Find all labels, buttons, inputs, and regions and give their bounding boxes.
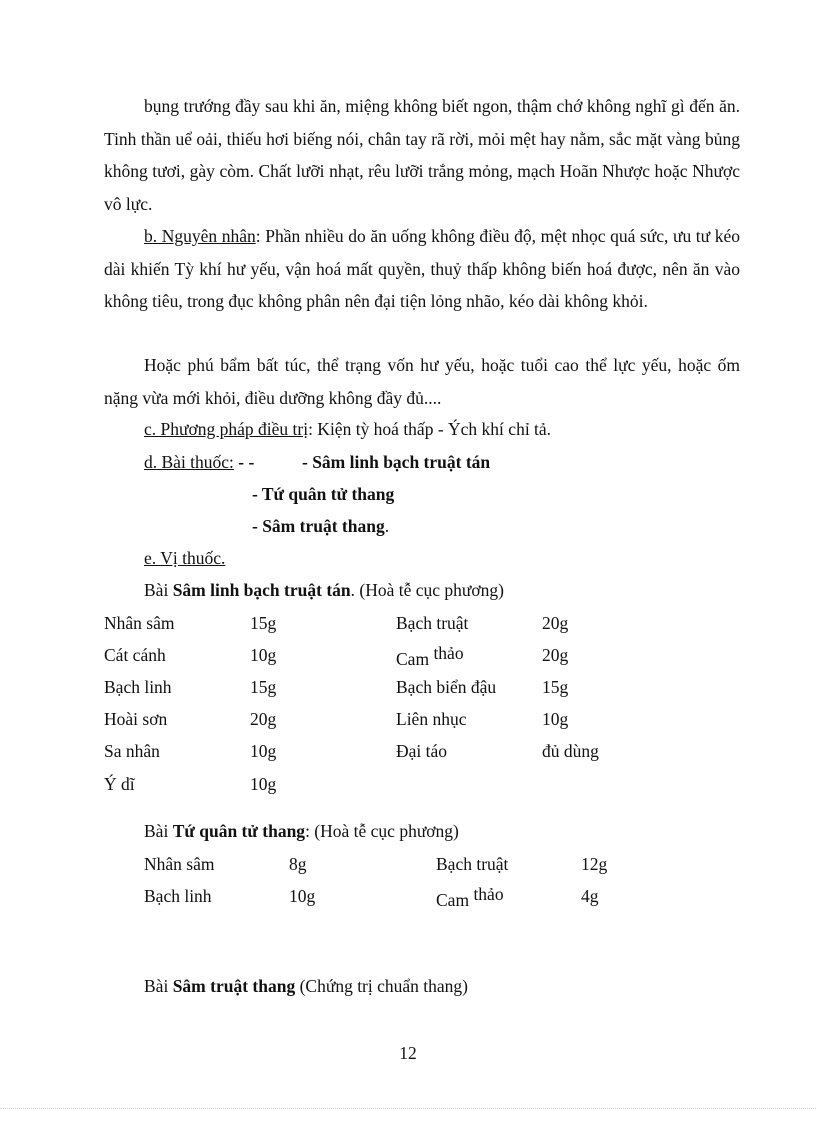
herb-dose: 10g <box>542 709 569 729</box>
herb-name <box>436 884 504 913</box>
remedy-item-3: - Sâm truật thang <box>252 516 385 536</box>
herb-name <box>396 643 464 672</box>
herb-dose: 15g <box>542 677 569 697</box>
herb-name: Nhân sâm <box>144 854 215 874</box>
paragraph-other-cause <box>104 349 740 414</box>
herb-name: Liên nhục <box>396 709 467 729</box>
formula3-name: Sâm truật thang <box>172 976 296 996</box>
remedy-item-2: - Tứ quân tử thang <box>252 484 395 504</box>
formula1-source: . (Hoà tễ cục phương) <box>350 580 504 600</box>
herb-dose: 15g <box>250 613 277 633</box>
remedy-item-1: - Sâm linh bạch truật tán <box>302 452 491 472</box>
herb-name: Đại táo <box>396 741 448 761</box>
ingredients-heading: e. Vị thuốc. <box>144 548 226 568</box>
herb-dose: 12g <box>581 854 608 874</box>
herb-dose: 8g <box>289 854 307 874</box>
cause-text: : Phần nhiều do ăn uống không điều độ, mệt nhọc quá sức, ưu tư kéo dài khiến Tỳ khí hư yếu, vận hoá mất quyền, thuỷ thấp không biến hoá được, nên ăn vào không tiêu, trong đục không phân nên đại tiện lỏng nhão, kéo dài không khỏi. <box>104 226 740 311</box>
remedy-item-3-line <box>252 513 389 539</box>
herb-dose: 10g <box>250 741 277 761</box>
remedies-dash: - - <box>233 452 255 472</box>
herb-name: Bạch biển đậu <box>396 677 497 697</box>
herb-name-raised-part: thảo <box>433 643 464 663</box>
herb-name: Bạch linh <box>104 677 172 697</box>
paragraph-symptoms-text: bụng trướng đầy sau khi ăn, miệng không biết ngon, thậm chớ không nghĩ gì đến ăn. Tinh thần uể oải, thiếu hơi biếng nói, chân tay rã rời, mỏi mệt hay nằm, sắc mặt vàng bủng không tươi, gày còm. Chất lưỡi nhạt, rêu lưỡi trắng mỏng, mạch Hoãn Nhược hoặc Nhược vô lực. <box>104 96 740 214</box>
formula2-source: : (Hoà tễ cục phương) <box>305 821 459 841</box>
formula1-title <box>144 577 504 603</box>
herb-name: Bạch truật <box>396 613 469 633</box>
herb-name: Hoài sơn <box>104 709 168 729</box>
herb-name-part: Cam <box>436 890 470 910</box>
herb-name: Ý dĩ <box>104 774 135 794</box>
other-cause-text: Hoặc phú bẩm bất túc, thể trạng vốn hư yếu, hoặc tuổi cao thể lực yếu, hoặc ốm nặng vừa mới khỏi, điều dưỡng không đầy đủ.... <box>104 355 740 408</box>
herb-dose: 4g <box>581 886 599 906</box>
herb-dose: 15g <box>250 677 277 697</box>
remedies-line <box>144 449 254 475</box>
page-number: 12 <box>399 1043 417 1063</box>
herb-dose: đủ dùng <box>542 741 599 761</box>
herb-name: Cát cánh <box>104 645 166 665</box>
formula2-title <box>144 818 459 844</box>
herb-dose: 20g <box>250 709 277 729</box>
herb-name: Nhân sâm <box>104 613 175 633</box>
paragraph-cause <box>104 220 740 318</box>
herb-dose: 20g <box>542 613 569 633</box>
herb-name: Bạch linh <box>144 886 212 906</box>
herb-name: Sa nhân <box>104 741 160 761</box>
herb-dose: 10g <box>250 774 277 794</box>
treatment-heading: c. Phương pháp điều trị <box>144 419 309 439</box>
herb-dose: 10g <box>289 886 316 906</box>
formula3-title <box>144 973 468 999</box>
page-edge-divider <box>0 1108 816 1109</box>
herb-name-raised-part: thảo <box>473 884 504 904</box>
formula1-prefix: Bài <box>144 580 173 600</box>
formula1-name: Sâm linh bạch truật tán <box>172 580 351 600</box>
treatment-line <box>144 416 551 442</box>
remedy-item-2-line <box>252 481 394 507</box>
cause-heading: b. Nguyên nhân <box>144 226 256 246</box>
formula3-prefix: Bài <box>144 976 173 996</box>
formula3-source: (Chứng trị chuẩn thang) <box>295 976 468 996</box>
remedy-item-3-period: . <box>384 516 390 536</box>
herb-name: Bạch truật <box>436 854 509 874</box>
paragraph-symptoms <box>104 90 740 220</box>
formula2-prefix: Bài <box>144 821 173 841</box>
herb-name-part: Cam <box>396 649 430 669</box>
formula2-name: Tứ quân tử thang <box>172 821 306 841</box>
treatment-text: : Kiện tỳ hoá thấp - Ých khí chỉ tả. <box>308 419 552 439</box>
herb-dose: 20g <box>542 645 569 665</box>
remedies-heading: d. Bài thuốc: <box>144 452 234 472</box>
herb-dose: 10g <box>250 645 277 665</box>
